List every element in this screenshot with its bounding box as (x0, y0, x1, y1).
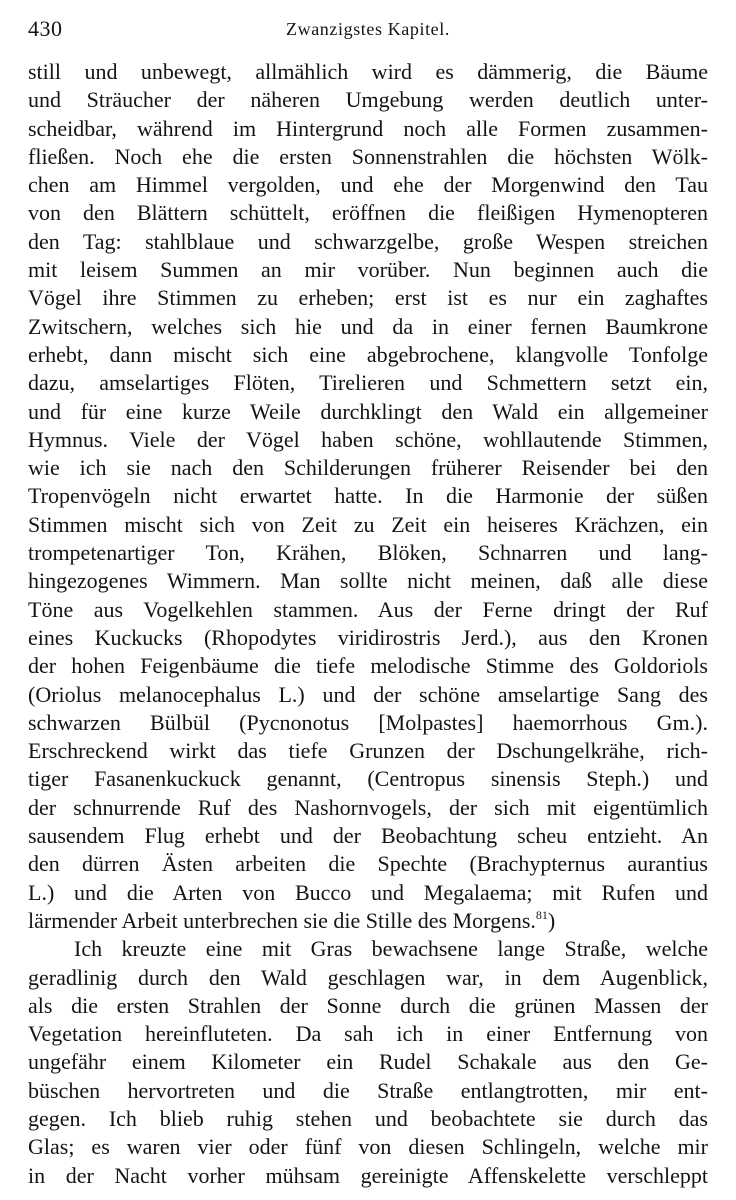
text-line: und für eine kurze Weile durchklingt den Wald ein allgemeiner (28, 398, 708, 424)
text-line: dazu, amselartiges Flöten, Tirelieren und Schmettern setzt ein, (28, 370, 708, 396)
text-line: Tropenvögeln nicht erwartet hatte. In die Harmonie der süßen (28, 483, 708, 509)
text-line: erhebt, dann mischt sich eine abgebrochene, klangvolle Tonfolge (28, 341, 708, 367)
text-line: Töne aus Vogelkehlen stammen. Aus der Ferne dringt der Ruf (28, 596, 708, 622)
text-line: Vögel ihre Stimmen zu erheben; erst ist es nur ein zaghaftes (28, 285, 708, 311)
text-line: still und unbewegt, allmählich wird es dämmerig, die Bäume (28, 59, 708, 84)
text-line: büschen hervortreten und die Straße entlangtrotten, mir ent- (28, 1077, 708, 1103)
text-line: schwarzen Bülbül (Pycnonotus [Molpastes] haemorrhous Gm.). (28, 709, 708, 735)
text-line: tiger Fasanenkuckuck genannt, (Centropus sinensis Steph.) und (28, 766, 708, 792)
text-line: gegen. Ich blieb ruhig stehen und beobachtete sie durch das (28, 1105, 708, 1131)
text-line: und Sträucher der näheren Umgebung werden deutlich unter- (28, 87, 708, 113)
text-line: Stimmen mischt sich von Zeit zu Zeit ein heiseres Krächzen, ein (28, 511, 708, 537)
text-line: Glas; es waren vier oder fünf von diesen Schlingeln, welche mir (28, 1134, 708, 1160)
text-line: hingezogenes Wimmern. Man sollte nicht meinen, daß alle diese (28, 568, 708, 594)
text-line: mit leisem Summen an mir vorüber. Nun beginnen auch die (28, 257, 708, 283)
text-line: von den Blättern schüttelt, eröffnen die fleißigen Hymenopteren (28, 200, 708, 226)
text-line: geradlinig durch den Wald geschlagen war, in dem Augenblick, (28, 964, 708, 990)
text-line: scheidbar, während im Hintergrund noch alle Formen zusammen- (28, 115, 708, 141)
text-line: eines Kuckucks (Rhopodytes viridirostris Jerd.), aus den Kronen (28, 624, 708, 650)
text-line: ungefähr einem Kilometer ein Rudel Schakale aus den Ge- (28, 1049, 708, 1075)
text-line: L.) und die Arten von Bucco und Megalaema; mit Rufen und (28, 879, 708, 905)
text-line: trompetenartiger Ton, Krähen, Blöken, Schnarren und lang- (28, 540, 708, 566)
line-text: lärmender Arbeit unterbrechen sie die Stille des Morgens. (28, 907, 536, 933)
line-tail: ) (547, 907, 556, 933)
text-line: Zwitschern, welches sich hie und da in einer fernen Baumkrone (28, 313, 708, 339)
text-line: chen am Himmel vergolden, und ehe der Morgenwind den Tau (28, 172, 708, 198)
page-number: 430 (28, 16, 63, 41)
footnote-reference: 81 (535, 907, 548, 922)
text-line: als die ersten Strahlen der Sonne durch die grünen Massen der (28, 992, 708, 1018)
text-line: Vegetation hereinfluteten. Da sah ich in einer Entfernung von (28, 1021, 708, 1047)
text-line: Hymnus. Viele der Vögel haben schöne, wohllautende Stimmen, (28, 426, 708, 452)
text-line (28, 907, 708, 935)
text-line: den dürren Ästen arbeiten die Spechte (Brachypternus aurantius (28, 851, 708, 877)
text-line: fließen. Noch ehe die ersten Sonnenstrahlen die höchsten Wölk- (28, 143, 708, 169)
text-line: der hohen Feigenbäume die tiefe melodische Stimme des Goldoriols (28, 653, 708, 679)
text-line: Ich kreuzte eine mit Gras bewachsene lange Straße, welche (74, 936, 708, 962)
text-line: den Tag: stahlblaue und schwarzgelbe, große Wespen streichen (28, 228, 708, 254)
page-header (28, 10, 708, 46)
paragraph-2 (28, 935, 708, 1190)
text-line: (Oriolus melanocephalus L.) und der schöne amselartige Sang des (28, 681, 708, 707)
text-line: wie ich sie nach den Schilderungen früherer Reisender bei den (28, 455, 708, 481)
text-line: Erschreckend wirkt das tiefe Grunzen der Dschungelkrähe, rich- (28, 738, 708, 764)
running-head: Zwanzigstes Kapitel. (286, 19, 450, 39)
body-text (28, 58, 708, 1190)
text-line: in der Nacht vorher mühsam gereinigte Affenskelette verschleppt (28, 1162, 708, 1188)
text-line: sausendem Flug erhebt und der Beobachtung scheu entzieht. An (28, 823, 708, 849)
paragraph-1 (28, 58, 708, 907)
text-line: der schnurrende Ruf des Nashornvogels, der sich mit eigentümlich (28, 794, 708, 820)
